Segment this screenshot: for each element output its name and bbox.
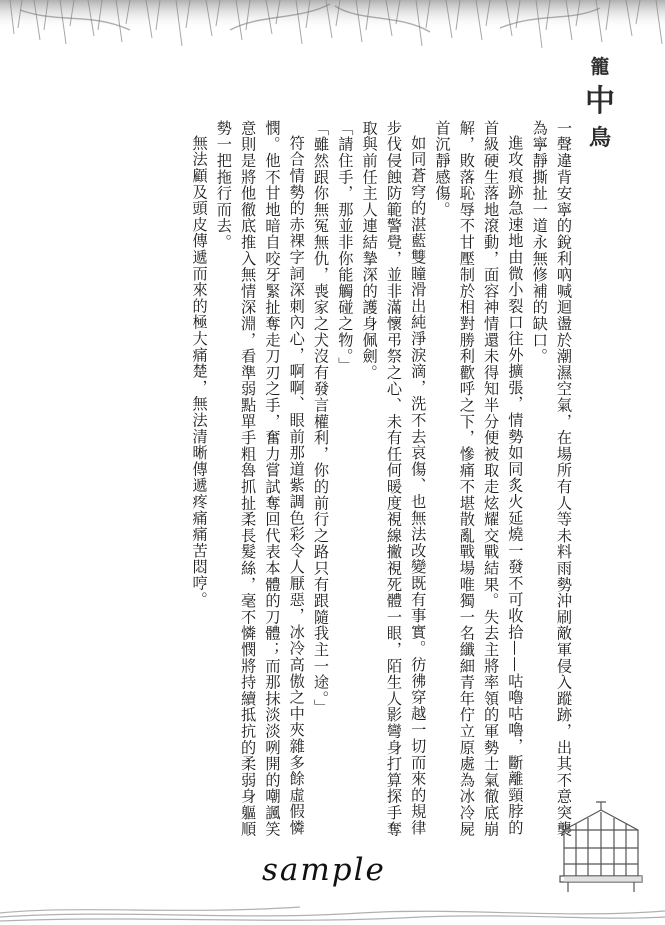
paragraph: 進攻痕跡急速地由微小裂口往外擴張，情勢如同炙火延燒一發不可收拾——咕嚕咕嚕，斷離頸脖的首級硬生落地滾動，面容神情還未得知半分便被取走炫耀交戰結果。失去主將率領的軍勢士氣徹底崩解，敗落恥辱不甘壓制於相對勝利歡呼之下，慘痛不堪散亂戰場唯獨一名纖細青年佇立原處為冰冷屍首沉靜感傷。 bbox=[433, 120, 525, 838]
dialogue-line: 「請住手，那並非你能觸碰之物。」 bbox=[336, 120, 355, 374]
sample-watermark: sample bbox=[262, 852, 386, 888]
title-char-3: 鳥 bbox=[588, 125, 611, 151]
paragraph: 無法顧及頭皮傳遞而來的極大痛楚，無法清晰傳遞疼痛痛苦悶哼。 bbox=[190, 135, 209, 608]
title-char-2: 中 bbox=[585, 84, 615, 119]
paragraph: 如同蒼穹的湛藍雙瞳滑出純淨淚滴，洗不去哀傷、也無法改變既有事實。彷彿穿越一切而來的規律步伐侵蝕防範警覺，並非滿懷弔祭之心、未有任何暖度視線撇視死體一眼，陌生人影彎身打算探手奪取與前任主人連結摯深的護身佩劍。 bbox=[360, 120, 428, 838]
book-title-branding bbox=[583, 58, 617, 149]
top-decoration bbox=[0, 0, 665, 62]
body-text bbox=[110, 120, 576, 848]
paragraph: 一聲違背安寧的銳利吶喊迴盪於潮濕空氣，在場所有人等未料雨勢沖刷敵軍侵入蹤跡，出其不意突襲為寧靜撕扯一道永無修補的缺口。 bbox=[530, 120, 573, 838]
title-char-1: 籠 bbox=[590, 56, 610, 78]
dialogue-line: 「雖然跟你無冤無仇，喪家之犬沒有發言權利，你的前行之路只有跟隨我主一途。」 bbox=[312, 120, 331, 716]
paragraph: 符合情勢的赤裸字詞深刺內心，啊啊、眼前那道紫調色彩令人厭惡，冰冷高傲之中夾雜多餘虛假憐憫。他不甘地暗自咬牙緊扯奪走刀刃之手，奮力嘗試奪回代表本體的刀體；而那抹淡淡咧開的嘲諷笑意則是將他徹底推入無情深淵，看準弱點單手粗魯抓扯柔長髮絲，毫不憐憫將持續抵抗的柔弱身軀順勢一把拖行而去。 bbox=[214, 120, 306, 838]
